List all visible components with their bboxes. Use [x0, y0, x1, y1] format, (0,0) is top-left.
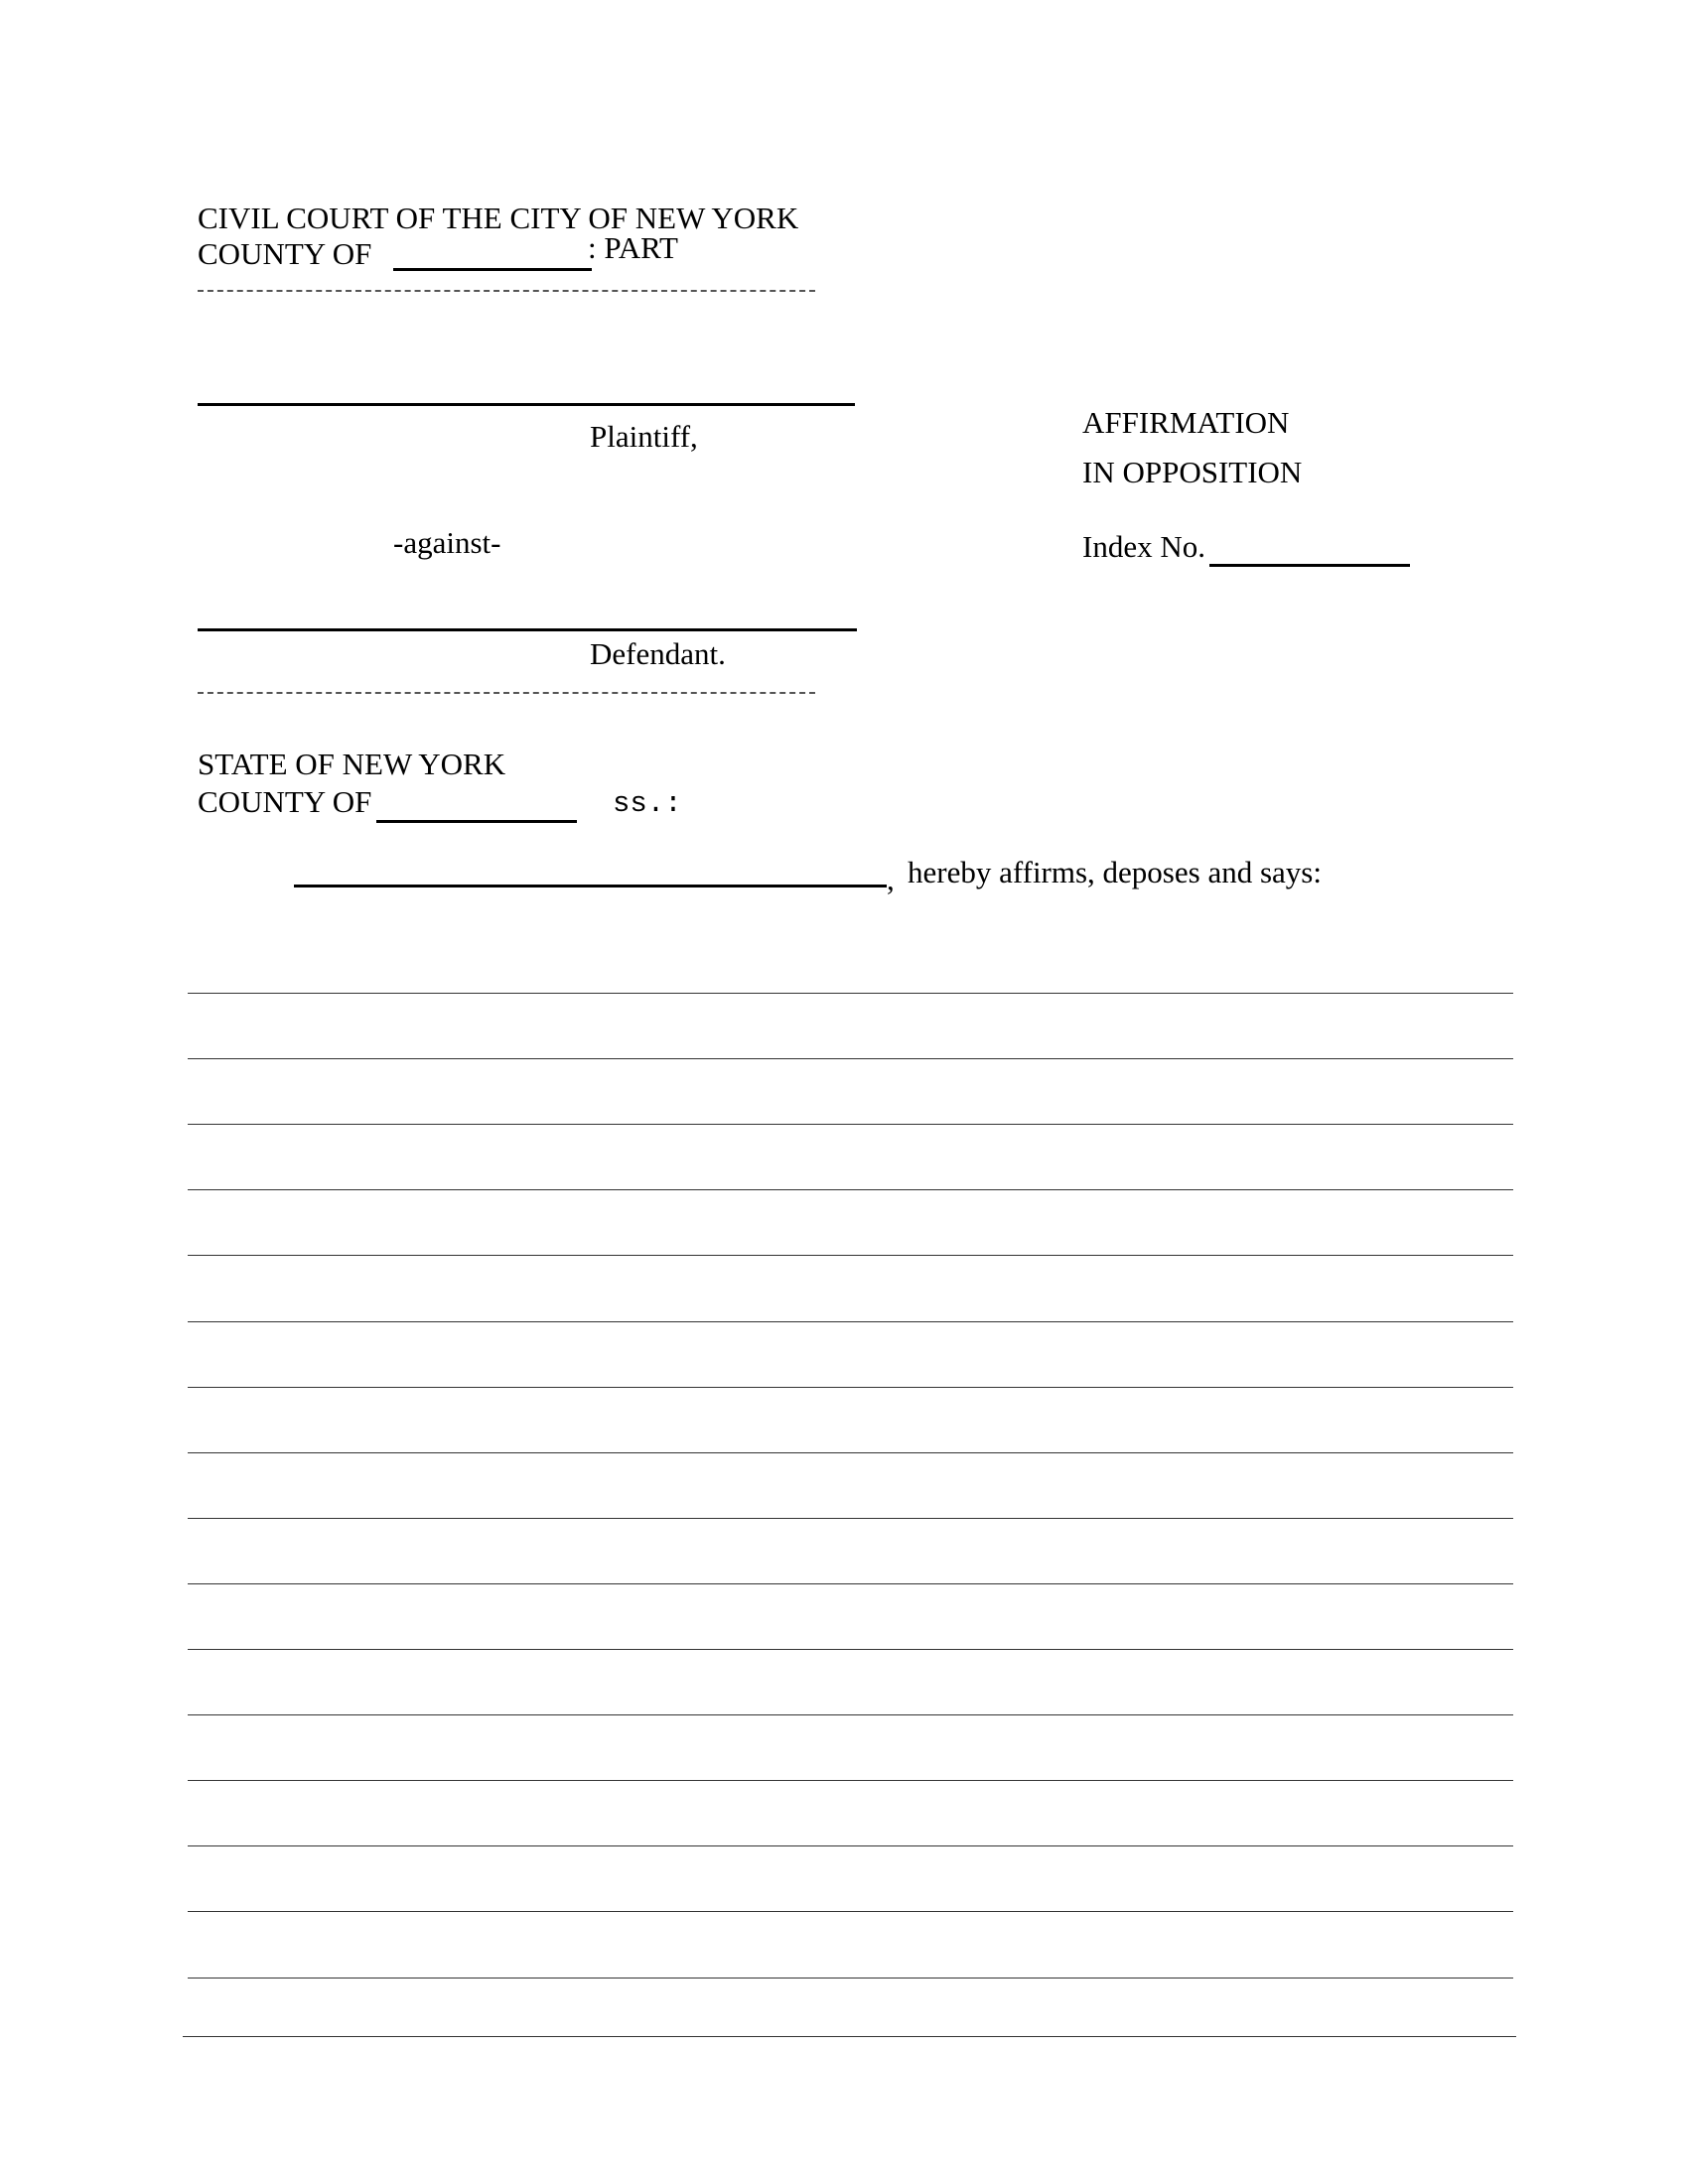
plaintiff-label: Plaintiff, — [590, 419, 698, 454]
county-field[interactable] — [393, 268, 592, 271]
body-ruled-line[interactable] — [188, 1452, 1513, 1453]
body-ruled-line[interactable] — [188, 1649, 1513, 1650]
body-ruled-line[interactable] — [183, 2036, 1516, 2037]
body-ruled-line[interactable] — [188, 1978, 1513, 1979]
body-ruled-line[interactable] — [188, 1780, 1513, 1781]
body-ruled-line[interactable] — [188, 1124, 1513, 1125]
index-number-field[interactable] — [1209, 564, 1410, 567]
body-ruled-line[interactable] — [188, 1583, 1513, 1584]
document-title-line1: AFFIRMATION — [1082, 405, 1290, 440]
court-name: CIVIL COURT OF THE CITY OF NEW YORK — [198, 201, 799, 235]
venue-county-field[interactable] — [376, 820, 577, 823]
body-ruled-line[interactable] — [188, 1518, 1513, 1519]
body-ruled-line[interactable] — [188, 1189, 1513, 1190]
part-label: : PART — [588, 230, 678, 265]
index-label: Index No. — [1082, 529, 1205, 564]
defendant-name-field[interactable] — [198, 628, 857, 631]
against-label: -against- — [393, 525, 501, 560]
affiant-name-field[interactable] — [294, 885, 887, 887]
caption-divider-bottom — [198, 692, 815, 694]
body-ruled-line[interactable] — [188, 1321, 1513, 1322]
body-ruled-line[interactable] — [188, 993, 1513, 994]
defendant-label: Defendant. — [590, 636, 726, 671]
plaintiff-name-field[interactable] — [198, 403, 855, 406]
ss-label: ss.: — [613, 787, 682, 820]
venue-county-label: COUNTY OF — [198, 784, 372, 819]
body-ruled-line[interactable] — [188, 1255, 1513, 1256]
county-label: COUNTY OF — [198, 236, 372, 271]
affiant-comma: , — [887, 862, 895, 896]
body-ruled-line[interactable] — [188, 1911, 1513, 1912]
body-ruled-line[interactable] — [188, 1845, 1513, 1846]
body-ruled-line[interactable] — [188, 1387, 1513, 1388]
body-ruled-line[interactable] — [188, 1714, 1513, 1715]
venue-state: STATE OF NEW YORK — [198, 747, 506, 781]
body-ruled-line[interactable] — [188, 1058, 1513, 1059]
document-title-line2: IN OPPOSITION — [1082, 455, 1303, 489]
affiant-statement: hereby affirms, deposes and says: — [908, 855, 1322, 889]
caption-divider-top — [198, 290, 815, 292]
